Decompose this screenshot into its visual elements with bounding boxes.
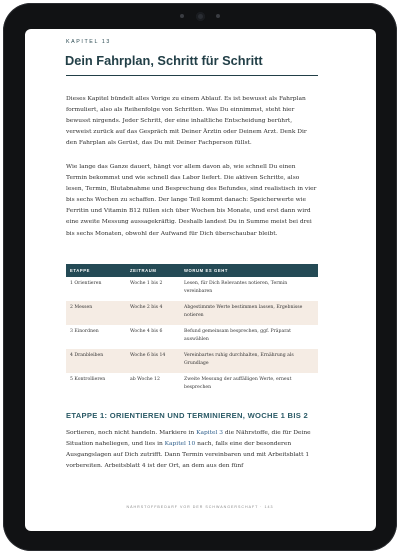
cell-description: Abgestimmte Werte bestimmen lassen, Ergebnisse notieren [180,301,318,325]
table-row [66,373,318,397]
cell-period: Woche 4 bis 6 [130,329,163,334]
cell-period: Woche 1 bis 2 [130,281,163,286]
link-chapter-3[interactable]: Kapitel 3 [196,430,224,436]
cell-description: Zweite Messung der auffälligen Werte, erneut besprechen [184,377,292,390]
page-footer: NÄHRSTOFFBEDARF VOR DER SCHWANGERSCHAFT · 143 [126,505,274,509]
step-1-text-a: Sortieren, noch nicht handeln. Markiere in [66,430,197,436]
cell-step: 4 Dranbleiben [66,349,126,373]
step-1-paragraph [66,428,318,472]
cell-description: Vereinbartes ruhig durchhalten, Ernährung als Grundlage [180,349,318,373]
intro-paragraph-1: Dieses Kapitel bündelt alles Vorige zu einem Ablauf. Es ist bewusst als Fahrplan formuliert, also als Reihenfolge von Schritten. Was Du einnimmst, steht hier bewusst nirgends. Jeder Schritt, der eine inhaltliche Entscheidung berührt, verweist zurück auf das Gespräch mit Deiner Ärztin oder Deinem Arzt. Denk Dir den Fahrplan als Gerüst, das Du mit Deiner Fachperson füllst. [66,96,307,147]
table-header-row [66,264,318,277]
cell-period: ab Woche 12 [130,377,160,382]
roadmap-table [66,264,318,397]
cell-step: 3 Einordnen [70,329,99,334]
camera-bar [180,11,220,21]
table-row [66,349,318,373]
table-row [66,277,318,301]
cell-description: Befund gemeinsam besprechen, ggf. Präparat auswählen [184,329,292,342]
chapter-label: KAPITEL 13 [66,39,111,45]
column-header-step: ETAPPE [66,264,126,277]
step-1-text-c: nach, falls eine der besonderen Ausgangslagen auf Dich zutrifft. Dann Termin vereinbaren und mit Arbeitsblatt 1 vorbereiten. Arbeitsblatt 4 ist der Ort, an dem aus den fünf [66,441,310,470]
table-row [66,301,318,325]
table-row [66,325,318,349]
column-header-description: WORUM ES GEHT [180,264,318,277]
step-1-text-b: die Nährstoffe, die für Deine Situation naheliegen, und lies in [66,430,311,448]
cell-step: 2 Messen [66,301,126,325]
title-divider [66,75,318,76]
cell-period: Woche 6 bis 14 [126,349,180,373]
cell-step: 5 Kontrollieren [70,377,106,382]
chapter-title: Dein Fahrplan, Schritt für Schritt [65,53,263,68]
cell-step: 1 Orientieren [70,281,102,286]
camera-icon [196,12,205,21]
sensor-dot-icon [216,14,220,18]
intro-paragraph-2: Wie lange das Ganze dauert, hängt vor allem davon ab, wie schnell Du einen Termin bekommst und wie schnell das Labor liefert. Die aktiven Schritte, also lesen, Termin, Blutabnahme und Besprechung des Befundes, sind realistisch in vier bis sechs Wochen zu schaffen. Der lange Teil kommt danach: Speicherwerte wie Ferritin und Vitamin B12 füllen sich über Wochen bis Monate, und erst dann wird eine zweite Messung aussagekräftig. Deshalb landest Du in Summe meist bei drei bis sechs Monaten, obwohl der Aufwand für Dich überschaubar bleibt. [66,164,317,237]
cell-description: Lesen, für Dich Relevantes notieren, Termin vereinbaren [184,281,288,294]
cell-period: Woche 2 bis 4 [126,301,180,325]
link-chapter-10[interactable]: Kapitel 10 [164,441,196,448]
sensor-dot-icon [180,14,184,18]
section-heading-step-1: ETAPPE 1: ORIENTIEREN UND TERMINIEREN, WOCHE 1 BIS 2 [66,411,309,420]
column-header-period: ZEITRAUM [126,264,180,277]
